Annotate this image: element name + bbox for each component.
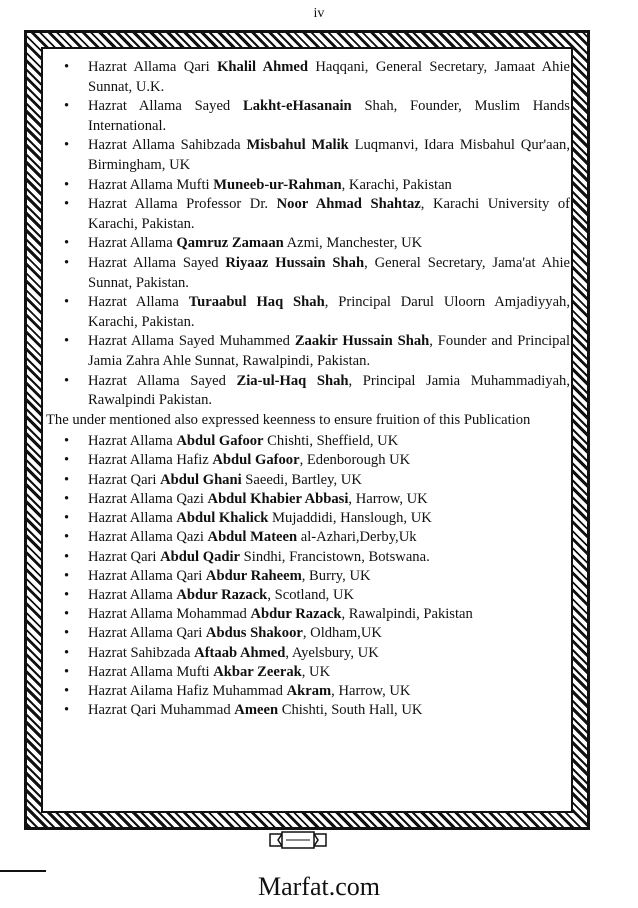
name-suffix: , Karachi University of Karachi, Pakistan. bbox=[88, 196, 571, 232]
name-bold: Zia-ul-Haq Shah bbox=[236, 372, 349, 389]
name-prefix: Hazrat Allama Sayed bbox=[88, 372, 237, 389]
scholar-item bbox=[88, 195, 570, 234]
name-prefix: Hazrat Allama Sayed Muhammed bbox=[88, 333, 295, 350]
supporter-item bbox=[88, 644, 570, 663]
name-prefix: Hazrat Allama bbox=[88, 235, 177, 252]
name-suffix: , Principal Jamia Muhammadiyah, Rawalpindi Pakistan. bbox=[88, 372, 570, 409]
scholar-item bbox=[88, 176, 570, 196]
name-prefix: Hazrat Allama Qari bbox=[88, 625, 206, 642]
name-prefix: Hazrat Allama Mohammad bbox=[88, 606, 251, 623]
supporter-item bbox=[88, 451, 570, 470]
page-number: iv bbox=[313, 6, 325, 21]
name-bold: Abdul Ghani bbox=[160, 471, 242, 488]
name-suffix: Haqqani, General Secretary, Jamaat Ahie Sunnat, U.K. bbox=[88, 59, 570, 95]
name-bold: Muneeb-ur-Rahman bbox=[213, 176, 342, 193]
name-prefix: Hazrat Allama bbox=[88, 433, 177, 450]
name-prefix: Hazrat Allama bbox=[88, 510, 177, 527]
scholar-item bbox=[88, 293, 570, 332]
name-suffix: , Harrow, UK bbox=[348, 490, 428, 507]
name-prefix: Hazrat Ailama Hafiz Muhammad bbox=[88, 682, 287, 699]
name-suffix: , Karachi, Pakistan bbox=[341, 176, 452, 193]
name-suffix: , Founder and Principal Jamia Zahra Ahle Sunnat, Rawalpindi, Pakistan. bbox=[88, 333, 570, 369]
name-suffix: Mujaddidi, Hanslough, UK bbox=[268, 510, 432, 527]
name-bold: Turaabul Haq Shah bbox=[188, 294, 325, 311]
name-suffix: , Rawalpindi, Pakistan bbox=[341, 606, 473, 623]
name-suffix: Saeedi, Bartley, UK bbox=[241, 471, 362, 488]
name-bold: Khalil Ahmed bbox=[217, 59, 308, 75]
supporter-item bbox=[88, 567, 570, 586]
name-suffix: , Harrow, UK bbox=[331, 682, 411, 699]
supporter-item bbox=[88, 663, 570, 682]
scholar-item bbox=[88, 136, 570, 175]
name-suffix: , UK bbox=[301, 663, 331, 680]
name-bold: Abdul Qadir bbox=[160, 548, 241, 565]
scholars-list bbox=[46, 58, 570, 411]
name-suffix: Chishti, South Hall, UK bbox=[278, 702, 423, 719]
name-bold: Misbahul Malik bbox=[246, 137, 349, 154]
supporter-item bbox=[88, 528, 570, 547]
name-prefix: Hazrat Sahibzada bbox=[88, 644, 195, 661]
scholar-item bbox=[88, 234, 570, 254]
name-bold: Abdul Gafoor bbox=[176, 433, 264, 450]
name-bold: Akbar Zeerak bbox=[213, 663, 302, 680]
name-suffix: , Oldham,UK bbox=[302, 625, 382, 642]
name-bold: Abdus Shakoor bbox=[205, 625, 303, 642]
name-bold: Abdul Khalick bbox=[176, 510, 269, 527]
name-suffix: , Edenborough UK bbox=[299, 452, 411, 469]
supporter-item bbox=[88, 548, 570, 567]
name-bold: Riyaaz Hussain Shah bbox=[225, 254, 365, 271]
name-prefix: Hazrat Allama bbox=[88, 586, 177, 603]
name-bold: Abdul Khabier Abbasi bbox=[207, 490, 349, 507]
ribbon-ornament bbox=[268, 830, 328, 852]
page-content bbox=[46, 58, 570, 720]
name-bold: Abdul Gafoor bbox=[212, 452, 300, 469]
supporter-item bbox=[88, 471, 570, 490]
name-suffix: al-Azhari,Derby,Uk bbox=[297, 529, 417, 546]
name-prefix: Hazrat Qari Muhammad bbox=[88, 702, 235, 719]
footer-watermark: Marfat.com bbox=[257, 872, 380, 901]
name-bold: Abdur Raheem bbox=[205, 567, 302, 584]
name-prefix: Hazrat Allama Mufti bbox=[88, 663, 214, 680]
name-bold: Noor Ahmad Shahtaz bbox=[276, 196, 421, 213]
name-prefix: Hazrat Allama Hafiz bbox=[88, 452, 213, 469]
name-suffix: , Principal Darul Uloorn Amjadiyyah, Karachi, Pakistan. bbox=[88, 294, 570, 330]
supporter-item bbox=[88, 682, 570, 701]
scholar-item bbox=[88, 58, 570, 97]
name-bold: Abdur Razack bbox=[176, 586, 268, 603]
name-suffix: Luqmanvi, Idara Misbahul Qur'aan, Birmingham, UK bbox=[88, 137, 571, 173]
name-suffix: , Burry, UK bbox=[301, 567, 371, 584]
name-prefix: Hazrat Allama Qari bbox=[88, 567, 206, 584]
name-prefix: Hazrat Allama Qazi bbox=[88, 529, 208, 546]
name-bold: Lakht-eHasanain bbox=[243, 98, 352, 115]
scholar-item bbox=[88, 332, 570, 371]
name-prefix: Hazrat Allama Sayed bbox=[88, 98, 243, 115]
supporter-item bbox=[88, 490, 570, 509]
supporter-item bbox=[88, 432, 570, 451]
scholar-item bbox=[88, 97, 570, 136]
name-bold: Abdul Mateen bbox=[207, 529, 298, 546]
supporter-item bbox=[88, 701, 570, 720]
name-prefix: Hazrat Allama Qari bbox=[88, 59, 218, 75]
name-prefix: Hazrat Allama Sahibzada bbox=[88, 137, 247, 154]
name-prefix: Hazrat Qari bbox=[88, 548, 161, 565]
name-prefix: Hazrat Qari bbox=[88, 471, 161, 488]
name-suffix: Sindhi, Francistown, Botswana. bbox=[240, 548, 430, 565]
name-suffix: , Ayelsbury, UK bbox=[285, 644, 379, 661]
name-prefix: Hazrat Allama Mufti bbox=[88, 176, 214, 193]
name-bold: Zaakir Hussain Shah bbox=[294, 333, 430, 350]
supporter-item bbox=[88, 509, 570, 528]
name-bold: Akram bbox=[286, 682, 332, 699]
name-prefix: Hazrat Allama Qazi bbox=[88, 490, 208, 507]
name-prefix: Hazrat Allama bbox=[88, 294, 189, 311]
name-prefix: Hazrat Allama Sayed bbox=[88, 254, 226, 271]
scholar-item bbox=[88, 254, 570, 293]
name-bold: Aftaab Ahmed bbox=[194, 644, 286, 661]
name-bold: Ameen bbox=[234, 702, 279, 719]
name-suffix: Chishti, Sheffield, UK bbox=[263, 433, 399, 450]
name-suffix: , Scotland, UK bbox=[267, 586, 355, 603]
supporter-item bbox=[88, 586, 570, 605]
supporter-item bbox=[88, 624, 570, 643]
name-suffix: Azmi, Manchester, UK bbox=[283, 235, 423, 252]
supporters-list bbox=[46, 432, 570, 720]
name-bold: Abdur Razack bbox=[250, 606, 342, 623]
scholar-item bbox=[88, 372, 570, 411]
supporter-item bbox=[88, 605, 570, 624]
name-bold: Qamruz Zamaan bbox=[176, 235, 284, 252]
name-prefix: Hazrat Allama Professor Dr. bbox=[88, 196, 277, 213]
name-suffix: , General Secretary, Jama'at Ahie Sunnat, Pakistan. bbox=[88, 254, 571, 291]
name-suffix: Shah, Founder, Muslim Hands International. bbox=[88, 98, 570, 134]
intro-paragraph: The under mentioned also expressed keenness to ensure fruition of this Publication bbox=[46, 411, 531, 428]
